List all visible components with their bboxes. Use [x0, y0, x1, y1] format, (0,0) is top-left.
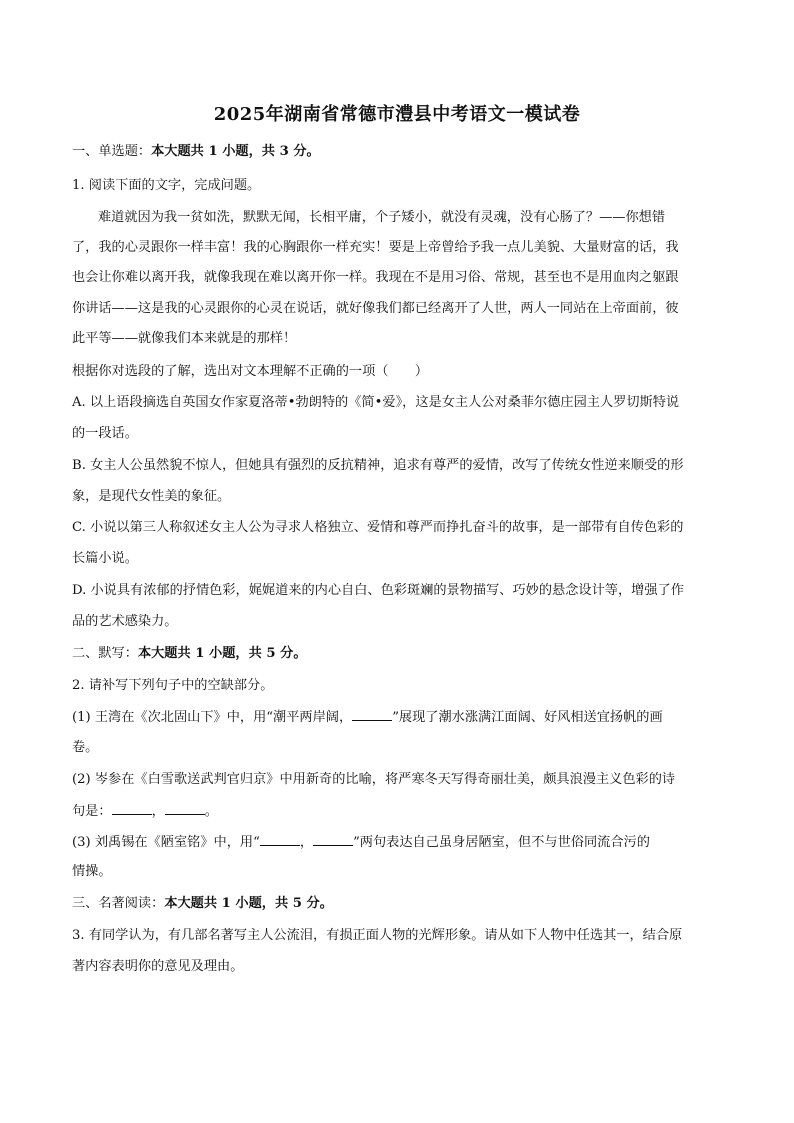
fill-item-2: (2) 岑参在《白雪歌送武判官归京》中用新奇的比喻，将严寒冬天写得奇丽壮美，颇具浪漫主义色彩的诗 [72, 772, 676, 787]
fill-text: ”展现了潮水涨满江面阔、好风相送宜扬帆的画 [392, 710, 663, 725]
section-label: 二、默写： [72, 646, 138, 661]
passage-line: 你讲话——这是我的心灵跟你的心灵在说话，就好像我们都已经离开了人世，两人一同站在上帝面前，彼 [72, 301, 679, 316]
question-stem-2: 2. 请补写下列句子中的空缺部分。 [72, 678, 274, 693]
option-line: 长篇小说。 [72, 551, 138, 566]
question-stem-3: 3. 有同学认为，有几部名著写主人公流泪，有损正面人物的光辉形象。请从如下人物中任选其一，结合原 [72, 928, 683, 943]
passage-line: 也会让你难以离开我，就像我现在难以离开你一样。我现在不是用习俗、常规，甚至也不是用血肉之躯跟 [72, 270, 679, 285]
passage-line: 了，我的心灵跟你一样丰富！我的心胸跟你一样充实！要是上帝曾给予我一点儿美貌、大量财富的话，我 [72, 240, 679, 255]
answer-blank[interactable] [313, 832, 353, 846]
fill-text: 句是： [72, 804, 112, 819]
section-header-2 [72, 644, 722, 664]
section-header-3 [72, 894, 722, 914]
question-prompt: 根据你对选段的了解，选出对文本理解不正确的一项（ ） [72, 364, 429, 379]
fill-item-1 [72, 707, 722, 728]
fill-item-3-cont: 情操。 [72, 864, 112, 879]
passage-line: 此平等——就像我们本来就是的那样！ [72, 331, 297, 346]
fill-item-1-cont: 卷。 [72, 740, 99, 755]
answer-blank[interactable] [112, 801, 152, 815]
option-line: 的一段话。 [72, 426, 138, 441]
section-label: 三、名著阅读： [72, 896, 165, 911]
option-line: 品的艺术感染力。 [72, 614, 178, 629]
fill-item-3 [72, 832, 722, 853]
fill-text: ， [151, 804, 165, 819]
section-info: 本大题共 1 小题，共 5 分。 [164, 896, 333, 911]
option-line: C. 小说以第三人称叙述女主人公为寻求人格独立、爱情和尊严而挣扎奋斗的故事，是一部带有自传色彩的 [72, 520, 684, 535]
fill-item-2-cont [72, 801, 722, 822]
fill-text: ”两句表达自己虽身居陋室，但不与世俗同流合污的 [353, 835, 650, 850]
fill-text: 。 [204, 804, 218, 819]
question-stem-1: 1. 阅读下面的文字，完成问题。 [72, 178, 261, 193]
option-line: B. 女主人公虽然貌不惊人，但她具有强烈的反抗精神，追求有尊严的爱情，改写了传统女性逆来顺受的形 [72, 458, 684, 473]
option-line: 象，是现代女性美的象征。 [72, 489, 231, 504]
fill-text: (1) 王湾在《次北固山下》中，用“潮平两岸阔， [72, 710, 353, 725]
option-line: D. 小说具有浓郁的抒情色彩，娓娓道来的内心自白、色彩斑斓的景物描写、巧妙的悬念设计等，增强了作 [72, 583, 684, 598]
answer-blank[interactable] [165, 801, 205, 815]
fill-text: (3) 刘禹锡在《陋室铭》中，用“ [72, 835, 260, 850]
fill-text: ， [299, 835, 314, 850]
option-line: A. 以上语段摘选自英国女作家夏洛蒂•勃朗特的《简•爱》，这是女主人公对桑菲尔德庄园主人罗切斯特说 [72, 395, 680, 410]
page-title: 2025年湖南省常德市澧县中考语文一模试卷 [213, 104, 581, 125]
answer-blank[interactable] [352, 707, 392, 721]
section-header-1 [72, 142, 722, 162]
question-stem-3-cont: 著内容表明你的意见及理由。 [72, 959, 244, 974]
answer-blank[interactable] [260, 832, 300, 846]
section-info: 本大题共 1 小题，共 5 分。 [137, 646, 307, 661]
section-info: 本大题共 1 小题，共 3 分。 [151, 144, 320, 159]
section-label: 一、单选题： [72, 144, 152, 159]
passage-line: 难道就因为我一贫如洗，默默无闻，长相平庸，个子矮小，就没有灵魂，没有心肠了？——你想错 [98, 210, 666, 225]
